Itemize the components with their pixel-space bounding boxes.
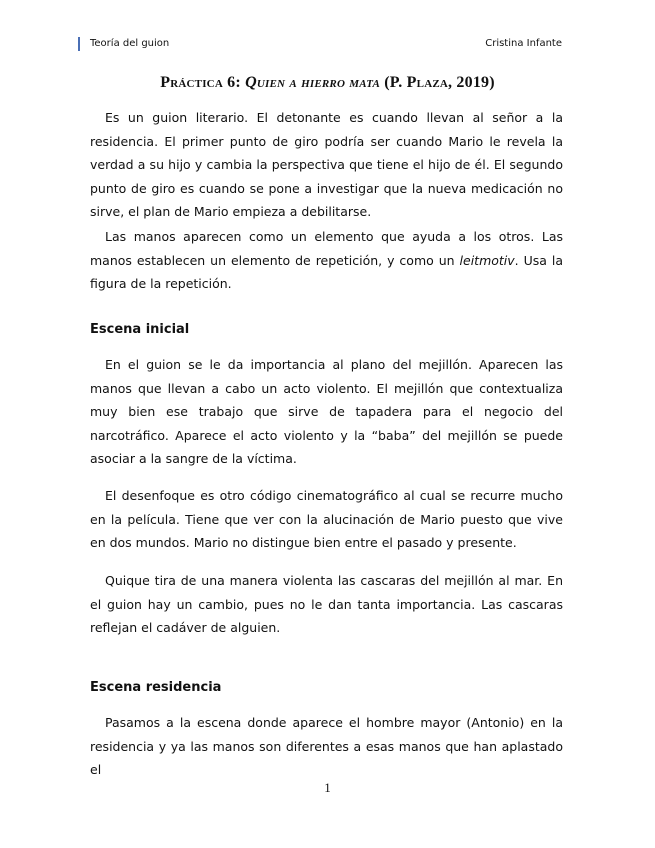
- paragraph-2-part-a: Las manos aparecen como un elemento que ayuda a los otros. Las manos establecen un elemento de repetición, y como un: [90, 229, 563, 268]
- paragraph-1: Es un guion literario. El detonante es cuando llevan al señor a la residencia. El primer punto de giro podría ser cuando Mario le revela la verdad a su hijo y cambia la perspectiva que tiene el hijo de él. El segundo punto de giro es cuando se pone a investigar que la nueva medicación no sirve, el plan de Mario empieza a debilitarse.: [90, 110, 563, 219]
- page-number: 1: [324, 780, 331, 795]
- header-accent-bar: [78, 37, 80, 51]
- paragraph-2: [90, 225, 563, 296]
- title-film: Quien a hierro mata: [245, 74, 381, 91]
- paragraph-4: El desenfoque es otro código cinematográfico al cual se recurre mucho en la película. Tiene que ver con la alucinación de Mario puesto que vive en dos mundos. Mario no distingue bien entre el pasado y presente.: [90, 488, 563, 550]
- paragraph-3: En el guion se le da importancia al plano del mejillón. Aparecen las manos que llevan a cabo un acto violento. El mejillón que contextualiza muy bien ese trabajo que sirve de tapadera para el negocio del narcotráfico. Aparece el acto violento y la “baba” del mejillón se puede asociar a la sangre de la víctima.: [90, 357, 563, 466]
- page-header: [78, 37, 562, 53]
- heading-escena-inicial: Escena inicial: [90, 322, 190, 337]
- title-prefix: Práctica 6:: [160, 74, 246, 91]
- paragraph-6: Pasamos a la escena donde aparece el hombre mayor (Antonio) en la residencia y ya las manos son diferentes a esas manos que han aplastado el: [90, 715, 563, 777]
- paragraph-2-part-b: . Usa la figura de la repetición.: [90, 252, 564, 291]
- paragraph-2-emphasis: leitmotiv: [459, 252, 515, 268]
- title-suffix: (P. Plaza, 2019): [380, 74, 495, 91]
- heading-escena-residencia: Escena residencia: [90, 680, 222, 695]
- document-title: [90, 74, 565, 92]
- header-course: Teoría del guion: [90, 38, 170, 49]
- header-author: Cristina Infante: [485, 38, 562, 49]
- paragraph-5: Quique tira de una manera violenta las cascaras del mejillón al mar. En el guion hay un cambio, pues no le dan tanta importancia. Las cascaras reflejan el cadáver de alguien.: [90, 573, 563, 635]
